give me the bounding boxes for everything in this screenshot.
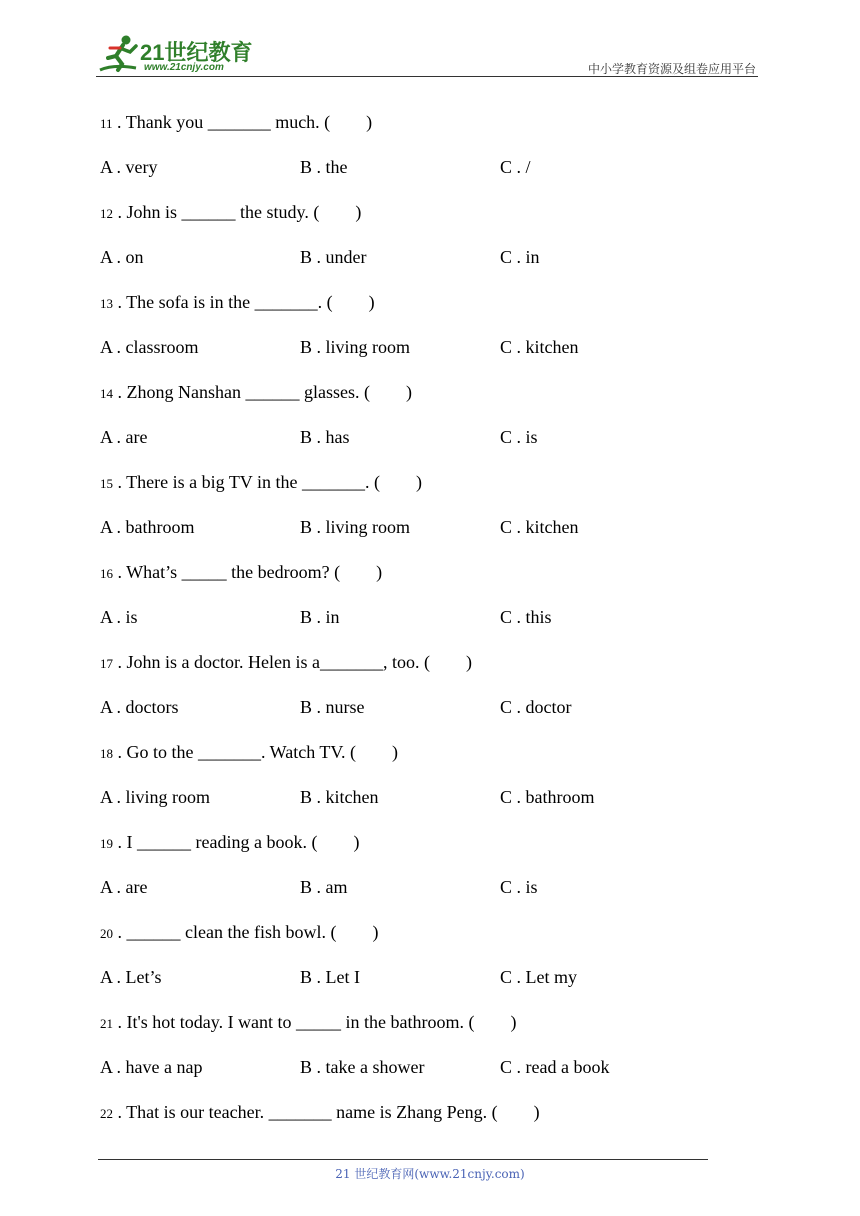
question-text: . John is ______ the study. ( ) xyxy=(113,202,362,222)
question-number: 16 xyxy=(100,566,113,581)
question-stem xyxy=(100,1000,760,1045)
question-list xyxy=(100,100,760,1135)
option-a: A . doctors xyxy=(100,697,179,717)
question-number: 17 xyxy=(100,656,113,671)
option-a: A . are xyxy=(100,877,148,897)
header-divider xyxy=(96,76,758,77)
option-c: C . bathroom xyxy=(500,787,595,807)
question-text: . Thank you _______ much. ( ) xyxy=(112,112,373,132)
question-number: 22 xyxy=(100,1106,113,1121)
question-number: 19 xyxy=(100,836,113,851)
logo-text: 21世纪教育 xyxy=(140,40,253,65)
option-a: A . Let’s xyxy=(100,967,162,987)
option-b: B . nurse xyxy=(300,697,365,717)
question-text: . The sofa is in the _______. ( ) xyxy=(113,292,375,312)
question-text: . Go to the _______. Watch TV. ( ) xyxy=(113,742,399,762)
option-c: C . this xyxy=(500,607,552,627)
question-stem xyxy=(100,820,760,865)
question-number: 20 xyxy=(100,926,113,941)
answer-options xyxy=(100,865,760,910)
answer-options xyxy=(100,1045,760,1090)
question-number: 13 xyxy=(100,296,113,311)
answer-options xyxy=(100,775,760,820)
answer-options xyxy=(100,415,760,460)
question-stem xyxy=(100,280,760,325)
option-b: B . Let I xyxy=(300,967,360,987)
footer-divider xyxy=(98,1159,708,1160)
question-stem xyxy=(100,1090,760,1135)
question-stem xyxy=(100,550,760,595)
option-c: C . kitchen xyxy=(500,517,579,537)
question-text: . What’s _____ the bedroom? ( ) xyxy=(113,562,383,582)
answer-options xyxy=(100,595,760,640)
option-a: A . very xyxy=(100,157,158,177)
question-text: . I ______ reading a book. ( ) xyxy=(113,832,360,852)
question-stem xyxy=(100,100,760,145)
question-stem xyxy=(100,460,760,505)
option-c: C . is xyxy=(500,877,538,897)
option-c: C . in xyxy=(500,247,540,267)
question-stem xyxy=(100,190,760,235)
option-b: B . living room xyxy=(300,517,411,537)
question-number: 14 xyxy=(100,386,113,401)
question-stem xyxy=(100,730,760,775)
site-logo xyxy=(96,34,266,78)
option-b: B . in xyxy=(300,607,340,627)
option-a: A . are xyxy=(100,427,148,447)
question-stem xyxy=(100,640,760,685)
question-stem xyxy=(100,910,760,955)
answer-options xyxy=(100,955,760,1000)
header-platform-text: 中小学教育资源及组卷应用平台 xyxy=(587,62,756,76)
option-a: A . on xyxy=(100,247,144,267)
runner-logo-icon xyxy=(96,34,142,76)
option-a: A . living room xyxy=(100,787,211,807)
option-a: A . have a nap xyxy=(100,1057,203,1077)
option-a: A . is xyxy=(100,607,138,627)
question-text: . John is a doctor. Helen is a_______, too. ( ) xyxy=(113,652,472,672)
question-text: . That is our teacher. _______ name is Zhang Peng. ( ) xyxy=(113,1102,540,1122)
option-c: C . / xyxy=(500,157,531,177)
answer-options xyxy=(100,235,760,280)
answer-options xyxy=(100,145,760,190)
page-header xyxy=(0,0,860,80)
option-c: C . is xyxy=(500,427,538,447)
option-a: A . bathroom xyxy=(100,517,195,537)
logo-url: www.21cnjy.com xyxy=(144,62,224,73)
question-number: 11 xyxy=(100,116,113,131)
option-b: B . under xyxy=(300,247,367,267)
footer-text: 21 世纪教育网(www.21cnjy.com) xyxy=(335,1167,525,1181)
option-c: C . read a book xyxy=(500,1057,610,1077)
option-b: B . am xyxy=(300,877,348,897)
option-b: B . kitchen xyxy=(300,787,379,807)
option-b: B . has xyxy=(300,427,350,447)
option-b: B . living room xyxy=(300,337,411,357)
option-c: C . Let my xyxy=(500,967,577,987)
option-a: A . classroom xyxy=(100,337,199,357)
question-text: . It's hot today. I want to _____ in the bathroom. ( ) xyxy=(113,1012,517,1032)
question-stem xyxy=(100,370,760,415)
answer-options xyxy=(100,505,760,550)
question-number: 21 xyxy=(100,1016,113,1031)
question-text: . ______ clean the fish bowl. ( ) xyxy=(113,922,379,942)
answer-options xyxy=(100,685,760,730)
question-text: . There is a big TV in the _______. ( ) xyxy=(113,472,422,492)
option-b: B . take a shower xyxy=(300,1057,425,1077)
question-number: 18 xyxy=(100,746,113,761)
option-b: B . the xyxy=(300,157,348,177)
question-number: 12 xyxy=(100,206,113,221)
question-text: . Zhong Nanshan ______ glasses. ( ) xyxy=(113,382,412,402)
option-c: C . kitchen xyxy=(500,337,579,357)
answer-options xyxy=(100,325,760,370)
option-c: C . doctor xyxy=(500,697,572,717)
question-number: 15 xyxy=(100,476,113,491)
